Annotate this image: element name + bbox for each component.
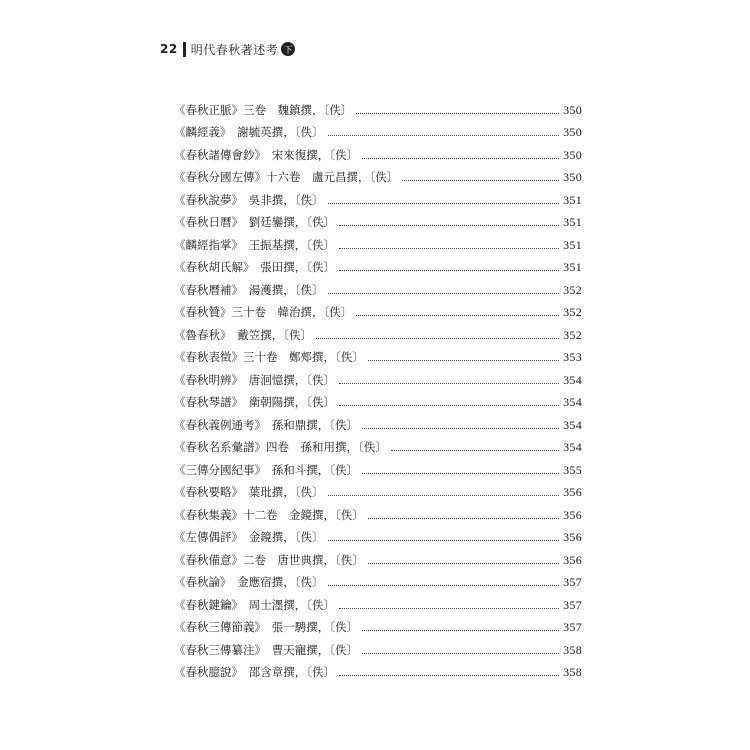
dot-leader xyxy=(362,157,559,159)
dot-leader xyxy=(328,584,560,586)
toc-entry-page: 356 xyxy=(563,485,582,499)
dot-leader xyxy=(339,247,559,249)
toc-entry-page: 355 xyxy=(563,462,582,477)
toc-entry-page: 350 xyxy=(563,170,582,184)
toc-entry xyxy=(174,568,582,591)
toc-entry-title: 《春秋名系彙譜》四卷 孫和用撰，〔佚〕 xyxy=(174,440,387,454)
table-of-contents xyxy=(174,95,582,680)
toc-entry-page: 351 xyxy=(563,215,582,229)
toc-entry xyxy=(174,343,582,366)
dot-leader xyxy=(402,179,559,181)
dot-leader xyxy=(328,134,560,136)
dot-leader xyxy=(362,629,559,631)
dot-leader xyxy=(362,652,559,654)
toc-entry xyxy=(174,590,582,613)
toc-entry xyxy=(174,365,582,388)
dot-leader xyxy=(356,112,559,114)
toc-entry-page: 351 xyxy=(563,260,582,274)
dot-leader xyxy=(368,517,559,519)
toc-entry-title: 《春秋諸傳會鈔》 宋來復撰，〔佚〕 xyxy=(174,147,358,162)
dot-leader xyxy=(339,404,559,406)
volume-badge: 下 xyxy=(281,42,295,56)
toc-entry-title: 《春秋正脈》三卷 魏鎮撰，〔佚〕 xyxy=(174,102,353,117)
toc-entry xyxy=(174,478,582,501)
toc-entry-title: 《春秋三傳纂注》 曹天寵撰，〔佚〕 xyxy=(174,642,358,657)
book-title: 明代春秋著述考 xyxy=(190,42,279,57)
header-divider xyxy=(183,42,186,57)
toc-entry-title: 《春秋曆補》 湯濩撰，〔佚〕 xyxy=(174,282,324,297)
dot-leader xyxy=(339,607,559,609)
toc-entry-page: 354 xyxy=(563,395,582,409)
toc-entry xyxy=(174,658,582,681)
dot-leader xyxy=(328,539,560,541)
toc-entry-page: 358 xyxy=(563,665,582,679)
toc-entry-page: 351 xyxy=(563,192,582,207)
toc-entry-title: 《左傳偶評》 金鏡撰，〔佚〕 xyxy=(174,530,324,544)
dot-leader xyxy=(316,337,559,339)
dot-leader xyxy=(368,359,559,361)
toc-entry-title: 《麟經指掌》 王振基撰，〔佚〕 xyxy=(174,237,335,252)
toc-entry xyxy=(174,410,582,433)
toc-entry-page: 352 xyxy=(563,327,582,342)
toc-entry-page: 350 xyxy=(563,125,582,139)
toc-entry-page: 350 xyxy=(563,102,582,117)
toc-entry-page: 354 xyxy=(563,417,582,432)
toc-entry-page: 354 xyxy=(563,440,582,454)
toc-entry xyxy=(174,388,582,411)
toc-entry-page: 352 xyxy=(563,305,582,319)
dot-leader xyxy=(339,674,559,676)
toc-entry-title: 《春秋論》 金應宿撰，〔佚〕 xyxy=(174,575,324,589)
toc-entry xyxy=(174,455,582,478)
dot-leader xyxy=(362,472,559,474)
toc-entry-title: 《春秋表徵》三十卷 鄭郟撰，〔佚〕 xyxy=(174,350,364,364)
dot-leader xyxy=(356,314,559,316)
toc-entry xyxy=(174,635,582,658)
toc-entry-title: 《春秋臆說》 邵含章撰，〔佚〕 xyxy=(174,665,335,679)
toc-entry-title: 《三傳分國紀事》 孫和斗撰，〔佚〕 xyxy=(174,462,358,477)
toc-entry xyxy=(174,185,582,208)
toc-entry-title: 《麟經義》 謝毓英撰，〔佚〕 xyxy=(174,125,324,139)
toc-entry-page: 358 xyxy=(563,642,582,657)
toc-entry-page: 351 xyxy=(563,237,582,252)
toc-entry xyxy=(174,140,582,163)
toc-entry-title: 《春秋義例通考》 孫和鼎撰，〔佚〕 xyxy=(174,417,358,432)
toc-entry-title: 《春秋明辨》 唐洄憶撰，〔佚〕 xyxy=(174,372,335,387)
toc-entry xyxy=(174,118,582,141)
dot-leader xyxy=(368,562,559,564)
toc-entry-title: 《春秋說夢》 吳非撰，〔佚〕 xyxy=(174,192,324,207)
toc-entry-page: 357 xyxy=(563,620,582,634)
dot-leader xyxy=(391,449,559,451)
toc-entry-page: 354 xyxy=(563,372,582,387)
toc-entry-title: 《春秋分國左傳》十六卷 盧元昌撰，〔佚〕 xyxy=(174,170,399,184)
toc-entry xyxy=(174,298,582,321)
toc-entry-title: 《春秋贊》三十卷 韓治撰，〔佚〕 xyxy=(174,305,353,319)
toc-entry xyxy=(174,163,582,186)
toc-entry xyxy=(174,253,582,276)
toc-entry-title: 《春秋胡氏解》 張田撰，〔佚〕 xyxy=(174,260,335,274)
toc-entry xyxy=(174,500,582,523)
toc-entry-title: 《魯春秋》 戴笠撰，〔佚〕 xyxy=(174,327,312,342)
toc-entry-page: 352 xyxy=(563,282,582,297)
toc-entry-page: 353 xyxy=(563,350,582,364)
toc-entry xyxy=(174,433,582,456)
dot-leader xyxy=(328,494,560,496)
toc-entry-page: 356 xyxy=(563,507,582,522)
dot-leader xyxy=(362,427,559,429)
dot-leader xyxy=(339,269,559,271)
dot-leader xyxy=(339,224,559,226)
toc-entry xyxy=(174,545,582,568)
toc-entry-title: 《春秋鍵鑰》 周士濹撰，〔佚〕 xyxy=(174,597,335,612)
toc-entry xyxy=(174,275,582,298)
toc-entry xyxy=(174,613,582,636)
toc-entry xyxy=(174,320,582,343)
dot-leader xyxy=(328,292,560,294)
toc-entry-page: 357 xyxy=(563,575,582,589)
toc-entry-title: 《春秋日曆》 劉廷鑾撰，〔佚〕 xyxy=(174,215,335,229)
toc-entry-title: 《春秋琴譜》 衛朝陽撰，〔佚〕 xyxy=(174,395,335,409)
dot-leader xyxy=(328,202,560,204)
toc-entry-title: 《春秋備意》二卷 唐世典撰，〔佚〕 xyxy=(174,552,364,567)
dot-leader xyxy=(339,382,559,384)
page-number: 22 xyxy=(160,42,178,56)
toc-entry xyxy=(174,95,582,118)
toc-entry-title: 《春秋要略》 葉玭撰，〔佚〕 xyxy=(174,485,324,499)
toc-entry-page: 356 xyxy=(563,552,582,567)
toc-entry-title: 《春秋集義》十二卷 金鏡撰，〔佚〕 xyxy=(174,507,364,522)
toc-entry xyxy=(174,523,582,546)
toc-entry-title: 《春秋三傳節義》 張一騁撰，〔佚〕 xyxy=(174,620,358,634)
toc-entry-page: 350 xyxy=(563,147,582,162)
toc-entry xyxy=(174,208,582,231)
toc-entry xyxy=(174,230,582,253)
toc-entry-page: 357 xyxy=(563,597,582,612)
running-header xyxy=(160,40,295,58)
toc-entry-page: 356 xyxy=(563,530,582,544)
